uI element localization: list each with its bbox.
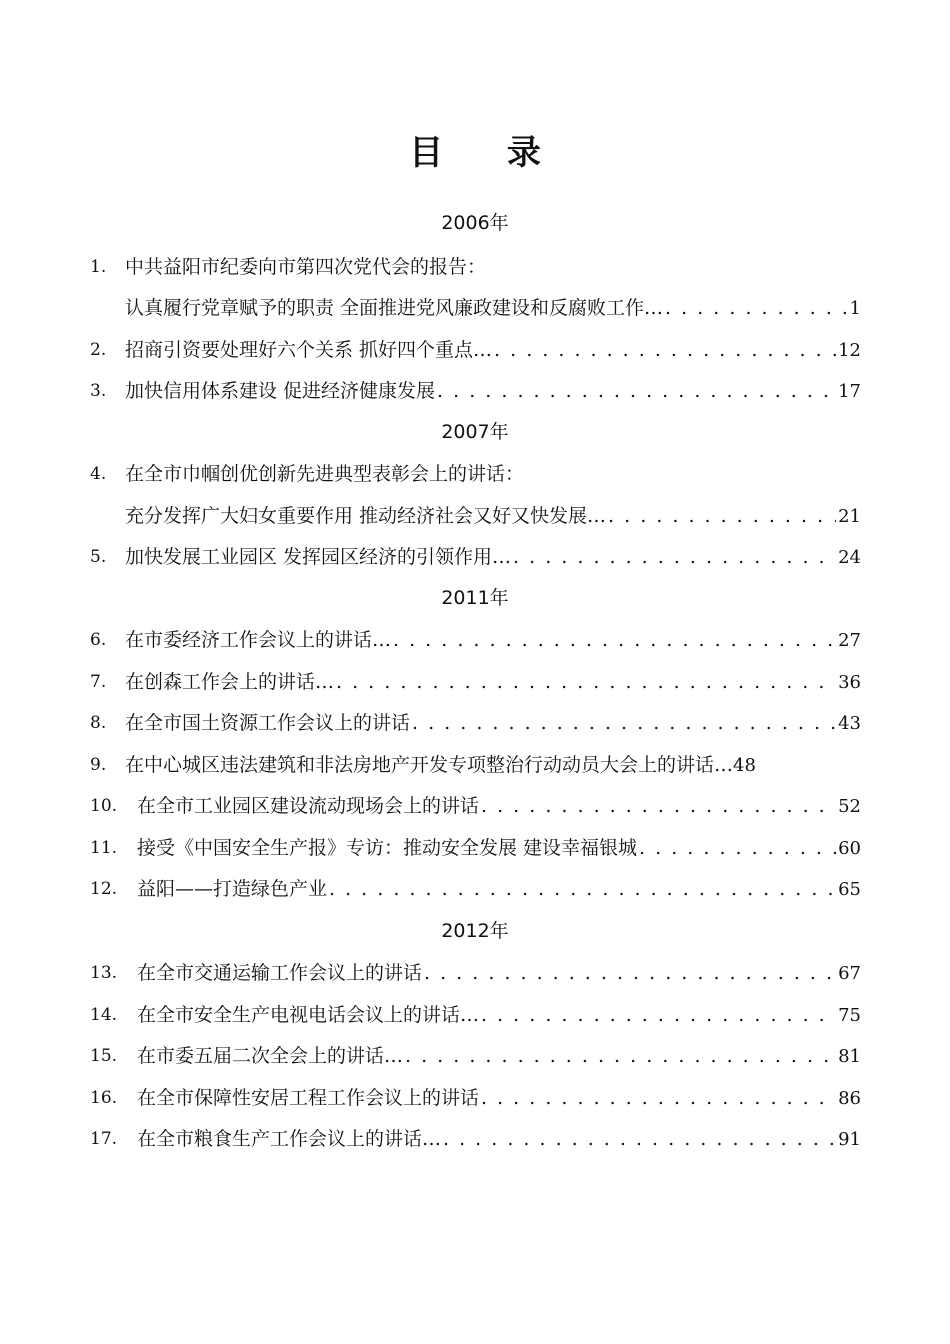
toc-entry-13[interactable] (0, 958, 861, 988)
entry-page-number: 86 (838, 1088, 861, 1109)
entry-page-number: 43 (838, 713, 861, 734)
toc-entry-1[interactable] (125, 293, 861, 323)
year-heading-2011: 2011年 (441, 587, 509, 609)
entry-number: 5. (90, 547, 107, 567)
year-heading-2006: 2006年 (441, 212, 509, 234)
toc-entry-11[interactable] (0, 833, 861, 863)
entry-title-line1: 中共益阳市纪委向市第四次党代会的报告： (125, 256, 487, 278)
entry-title: 在全市安全生产电视电话会议上的讲话… (137, 1004, 480, 1026)
dot-leader (639, 833, 836, 863)
page-title: 目 录 (409, 133, 567, 173)
entry-number: 7. (90, 672, 107, 692)
dot-leader (481, 1083, 836, 1113)
year-heading-2012: 2012年 (441, 920, 509, 942)
entry-title: 在中心城区违法建筑和非法房地产开发专项整治行动动员大会上的讲话… (125, 754, 734, 776)
dot-leader (405, 1041, 836, 1071)
entry-title: 在全市工业园区建设流动现场会上的讲话 (137, 795, 480, 817)
dot-leader (494, 335, 836, 365)
toc-entry-5[interactable] (0, 542, 861, 572)
dot-leader (665, 293, 848, 323)
dot-leader (412, 708, 836, 738)
dot-leader (424, 958, 836, 988)
entry-title: 在市委经济工作会议上的讲话… (125, 629, 392, 651)
entry-page-number: 36 (838, 672, 861, 693)
entry-page-number: 52 (838, 796, 861, 817)
entry-number: 17. (90, 1129, 118, 1149)
entry-number: 12. (90, 879, 118, 899)
dot-leader (481, 791, 836, 821)
entry-page-number: 81 (838, 1046, 861, 1067)
entry-number: 11. (90, 838, 118, 858)
entry-title: 在全市保障性安居工程工作会议上的讲话 (137, 1087, 480, 1109)
entry-title: 在创森工作会上的讲话… (125, 671, 335, 693)
toc-entry-8[interactable] (0, 708, 861, 738)
entry-number: 3. (90, 381, 107, 401)
dot-leader (336, 667, 836, 697)
entry-page-number: 21 (838, 506, 861, 527)
entry-page-number: 27 (838, 630, 861, 651)
entry-number: 15. (90, 1046, 118, 1066)
entry-title: 加快发展工业园区 发挥园区经济的引领作用… (125, 546, 512, 568)
toc-entry-6[interactable] (0, 625, 861, 655)
entry-title: 在全市粮食生产工作会议上的讲话… (137, 1128, 442, 1150)
entry-title: 认真履行党章赋予的职责 全面推进党风廉政建设和反腐败工作… (125, 297, 664, 319)
entry-number: 16. (90, 1088, 118, 1108)
entry-page-number: 24 (838, 547, 861, 568)
dot-leader (329, 874, 836, 904)
entry-title: 在全市交通运输工作会议上的讲话 (137, 962, 423, 984)
entry-number: 4. (90, 464, 107, 484)
entry-title: 在全市国土资源工作会议上的讲话 (125, 712, 411, 734)
entry-number: 14. (90, 1005, 118, 1025)
dot-leader (481, 1000, 836, 1030)
entry-title: 在市委五届二次全会上的讲话… (137, 1045, 404, 1067)
toc-entry-12[interactable] (0, 874, 861, 904)
entry-title: 招商引资要处理好六个关系 抓好四个重点… (125, 339, 493, 361)
dot-leader (393, 625, 836, 655)
entry-page-number: 48 (733, 755, 756, 776)
entry-title: 充分发挥广大妇女重要作用 推动经济社会又好又快发展… (125, 505, 607, 527)
entry-number: 2. (90, 340, 107, 360)
dot-leader (437, 376, 836, 406)
dot-leader (608, 501, 836, 531)
entry-page-number: 67 (838, 963, 861, 984)
entry-number: 10. (90, 796, 118, 816)
toc-entry-9[interactable] (0, 750, 861, 780)
entry-page-number: 1 (849, 298, 861, 319)
toc-entry-15[interactable] (0, 1041, 861, 1071)
entry-number: 1. (90, 257, 107, 277)
dot-leader (443, 1124, 836, 1154)
entry-title: 接受《中国安全生产报》专访：推动安全发展 建设幸福银城 (137, 837, 638, 859)
dot-leader (513, 542, 836, 572)
toc-entry-1-heading (0, 252, 950, 282)
entry-page-number: 65 (838, 879, 861, 900)
entry-title: 益阳——打造绿色产业 (137, 878, 328, 900)
entry-page-number: 75 (838, 1005, 861, 1026)
toc-entry-2[interactable] (0, 335, 861, 365)
entry-number: 6. (90, 630, 107, 650)
toc-entry-7[interactable] (0, 667, 861, 697)
entry-page-number: 60 (838, 838, 861, 859)
entry-page-number: 91 (838, 1129, 861, 1150)
entry-number: 13. (90, 963, 118, 983)
entry-title: 加快信用体系建设 促进经济健康发展 (125, 380, 436, 402)
toc-entry-4[interactable] (125, 501, 861, 531)
toc-entry-17[interactable] (0, 1124, 861, 1154)
entry-number: 9. (90, 755, 107, 775)
toc-entry-10[interactable] (0, 791, 861, 821)
year-heading-2007: 2007年 (441, 421, 509, 443)
toc-entry-3[interactable] (0, 376, 861, 406)
entry-number: 8. (90, 713, 107, 733)
toc-entry-16[interactable] (0, 1083, 861, 1113)
entry-page-number: 17 (838, 381, 861, 402)
entry-page-number: 12 (838, 340, 861, 361)
toc-entry-14[interactable] (0, 1000, 861, 1030)
toc-entry-4-heading (0, 459, 950, 489)
entry-title-line1: 在全市巾帼创优创新先进典型表彰会上的讲话： (125, 463, 525, 485)
